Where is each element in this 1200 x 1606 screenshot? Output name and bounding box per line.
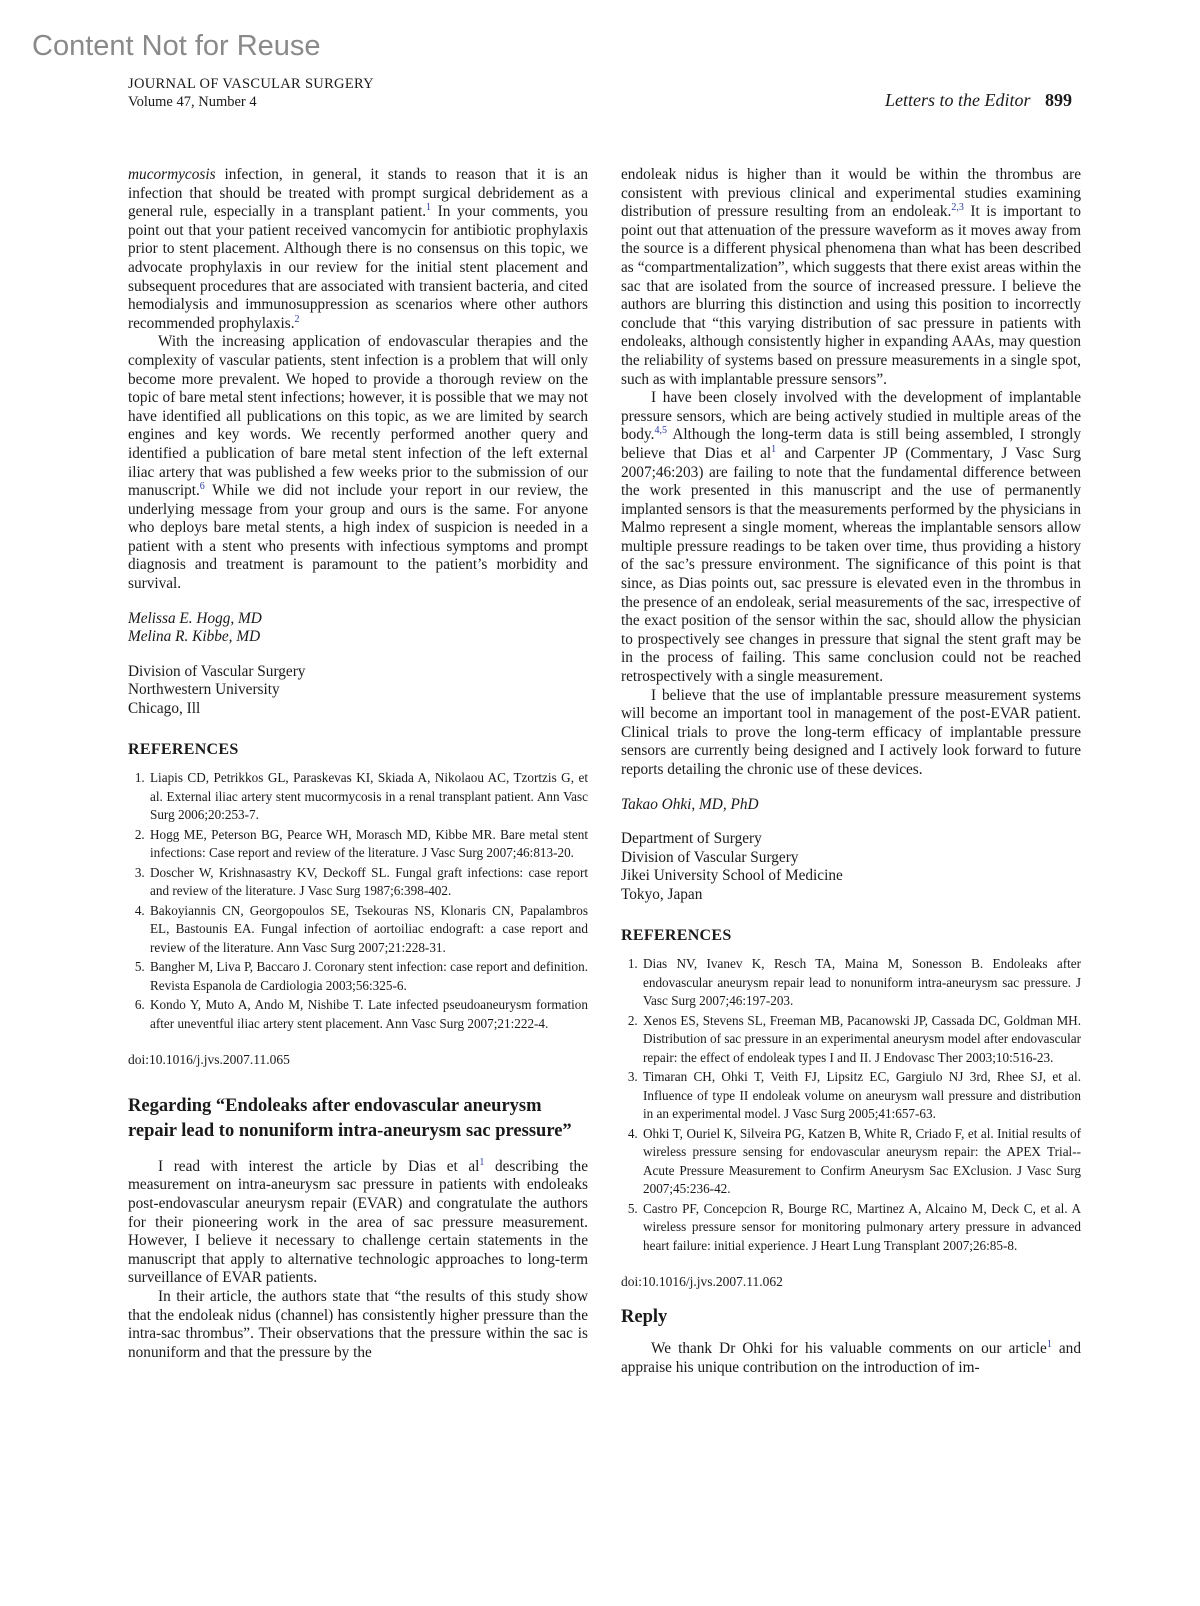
author-name: Takao Ohki, MD, PhD [621, 795, 759, 813]
section-name: Letters to the Editor [885, 90, 1031, 110]
left-column [128, 166, 588, 1362]
author-signature [128, 610, 588, 647]
paragraph [128, 333, 588, 593]
doi-link[interactable]: doi:10.1016/j.jvs.2007.11.062 [621, 1274, 783, 1290]
reference-list [621, 955, 1081, 1255]
text: I have been closely involved with the development of implantable pressure sensors, which are being actively studied in multiple areas of the body. [621, 389, 1081, 444]
affiliation [128, 663, 588, 719]
reference-item: 2. Hogg ME, Peterson BG, Pearce WH, Morasch MD, Kibbe MR. Bare metal stent infections: Case report and review of the literature. J Vasc Surg 2007;46:813-20. [148, 826, 588, 863]
journal-header [128, 75, 374, 111]
reference-list [128, 769, 588, 1033]
citation[interactable]: 1 [771, 443, 777, 455]
text: While we did not include your report in our review, the underlying message from your group and ours is the same. For anyone who deploys bare metal stents, a high index of suspicion is needed in a patient with a stent who presents with infectious symptoms and prompt diagnosis and treatment is paramount to the patient’s morbidity and survival. [128, 482, 588, 593]
affiliation-line: Division of Vascular Surgery [621, 848, 799, 866]
reference-item: 2. Xenos ES, Stevens SL, Freeman MB, Pacanowski JP, Cassada DC, Goldman MH. Distribution of sac pressure in an experimental aneurysm model after endovascular repair: the effect of endoleak types I and II. J Endovasc Ther 2003;10:516-23. [641, 1012, 1081, 1068]
text: infection, in general, it stands to reason that it is an infection that should be treated with prompt surgical debridement as a general rule, especially in a transplant patient. [128, 166, 589, 221]
text: describing the measurement on intra-aneurysm sac pressure in patients with endoleaks post-endovascular aneurysm repair (EVAR) and congratulate the authors for their pioneering work in the area of sac pressure measurement. However, I believe it necessary to challenge certain statements in the manuscript that apply to alternative technologic approaches to long-term surveillance of EVAR patients. [128, 1157, 588, 1287]
paragraph: In their article, the authors state that “the results of this study show that the endoleak nidus (channel) has consistently higher pressure than the intra-sac thrombus”. Their observations that the pressure within the sac is nonuniform and that the pressure by the [128, 1287, 588, 1361]
affiliation-line: Chicago, Ill [128, 700, 201, 718]
citation[interactable]: 1 [479, 1156, 485, 1168]
paragraph: I believe that the use of implantable pressure measurement systems will become an important tool in management of the post-EVAR patient. Clinical trials to prove the long-term efficacy of implantable pressure sensors are currently being designed and I actively look forward to future reports detailing the chronic use of these devices. [621, 686, 1081, 778]
text: I read with interest the article by Dias et al [158, 1157, 480, 1175]
reference-item: 5. Bangher M, Liva P, Baccaro J. Coronary stent infection: case report and definition. Revista Espanola de Cardiologia 2003;56:325-6. [148, 958, 588, 995]
journal-volume: Volume 47, Number 4 [128, 94, 257, 110]
citation[interactable]: 2 [294, 313, 300, 325]
author-name: Melissa E. Hogg, MD [128, 609, 262, 627]
affiliation [621, 830, 1081, 904]
reference-item: 6. Kondo Y, Muto A, Ando M, Nishibe T. Late infected pseudoaneurysm formation after uneventful iliac artery stent placement. Ann Vasc Surg 2007;21:222-4. [148, 996, 588, 1033]
text: Although the long-term data is still being assembled, I strongly believe that Dias et al [621, 426, 1081, 462]
text: endoleak nidus is higher than it would be within the thrombus are consistent with previous clinical and experimental studies examining distribution of pressure resulting from an endoleak. [621, 166, 1081, 221]
watermark: Content Not for Reuse [32, 30, 321, 62]
text: It is important to point out that attenuation of the pressure waveform as it moves away from the source is a different physical phenomena than what has been described as “compartmentalization”, which suggests that there exist areas within the sac that are isolated from the source of increased pressure. I believe the authors are blurring this distinction and using this position to incorrectly conclude that “this varying distribution of sac pressure in patients with endoleaks, although consistently higher in expanding AAAs, may question the reliability of systems based on pressure measurements in a single spot, such as with implantable pressure sensors”. [621, 203, 1081, 388]
text: and Carpenter JP (Commentary, J Vasc Surg 2007;46:203) are failing to note that the fundamental difference between the work presented in this manuscript and the use of permanently implanted sensors is that the measurements performed by the physicians in Malmo represent a single moment, whereas the implantable sensors allow multiple pressure readings to be taken over time, thus providing a history of the sac’s pressure environment. The significance of this point is that since, as Dias points out, sac pressure is elevated even in the thrombus in the presence of an endoleak, serial measurements of the sac, irrespective of the exact position of the sensor within the sac, should allow the physician to prospectively see changes in pressure that signal the stent graft may be in the process of failing. This same conclusion could not be reached retrospectively with a single measurement. [621, 444, 1081, 686]
reference-item: 4. Ohki T, Ouriel K, Silveira PG, Katzen B, White R, Criado F, et al. Initial results of wireless pressure sensing for endovascular aneurysm repair: the APEX Trial--Acute Pressure Measurement to Confirm Aneurysm Sac EXclusion. J Vasc Surg 2007;45:236-42. [641, 1125, 1081, 1199]
reference-item: 3. Timaran CH, Ohki T, Veith FJ, Lipsitz EC, Gargiulo NJ 3rd, Rhee SJ, et al. Influence of type II endoleak volume on aneurysm wall pressure and distribution in an experimental model. J Vasc Surg 2005;41:657-63. [641, 1068, 1081, 1124]
letter-title: Regarding “Endoleaks after endovascular aneurysm repair lead to nonuniform intra-aneurysm sac pressure” [128, 1095, 572, 1141]
text: and appraise his unique contribution on the introduction of im- [621, 1340, 1081, 1376]
running-header [885, 90, 1072, 111]
author-name: Melina R. Kibbe, MD [128, 628, 261, 646]
citation[interactable]: 1 [1046, 1339, 1052, 1351]
paragraph [621, 389, 1081, 687]
references-heading: REFERENCES [128, 740, 239, 758]
paragraph [128, 166, 588, 333]
references-heading: REFERENCES [621, 926, 732, 944]
affiliation-line: Jikei University School of Medicine [621, 867, 843, 885]
citation[interactable]: 4,5 [654, 425, 667, 437]
text: In your comments, you point out that your patient received vancomycin for antibiotic prophylaxis prior to stent placement. Although there is no consensus on this topic, we advocate prophylaxis in our review for the initial stent placement and subsequent procedures that are associated with transient bacteria, and cited hemodialysis and immunosuppression as scenarios where other authors recommended prophylaxis. [128, 203, 588, 332]
reference-item: 3. Doscher W, Krishnasastry KV, Deckoff SL. Fungal graft infections: case report and review of the literature. J Vasc Surg 1987;6:398-402. [148, 864, 588, 901]
reference-item: 1. Liapis CD, Petrikkos GL, Paraskevas KI, Skiada A, Nikolaou AC, Tzortzis G, et al. External iliac artery stent mucormycosis in a renal transplant patient. Ann Vasc Surg 2006;20:253-7. [148, 769, 588, 825]
affiliation-line: Department of Surgery [621, 830, 762, 848]
text: We thank Dr Ohki for his valuable comments on our article [651, 1340, 1047, 1358]
citation[interactable]: 2,3 [951, 202, 964, 214]
journal-name: JOURNAL OF VASCULAR SURGERY [128, 76, 374, 92]
citation[interactable]: 1 [426, 202, 432, 214]
right-column [621, 166, 1081, 1378]
doi-link[interactable]: doi:10.1016/j.jvs.2007.11.065 [128, 1052, 290, 1068]
paragraph [621, 1340, 1081, 1377]
reference-item: 4. Bakoyiannis CN, Georgopoulos SE, Tsekouras NS, Klonaris CN, Papalambros EL, Bastounis EA. Fungal infection of aortoiliac endograft: a case report and review of the literature. Ann Vasc Surg 2007;21:228-31. [148, 902, 588, 958]
affiliation-line: Northwestern University [128, 681, 280, 699]
emphasis: mucormycosis [128, 166, 216, 183]
citation[interactable]: 6 [199, 481, 205, 492]
paragraph [621, 166, 1081, 389]
text: With the increasing application of endovascular therapies and the complexity of vascular patients, stent infection is a problem that will only become more prevalent. We hoped to provide a thorough review on the topic of bare metal stent infections; however, it is possible that we may not have identified all publications on this topic, as we are limited by search engines and key words. We recently performed another query and identified a publication of bare metal stent infection of the left external iliac artery that was published a few weeks prior to the submission of our manuscript. [128, 333, 588, 500]
reference-item: 1. Dias NV, Ivanev K, Resch TA, Maina M, Sonesson B. Endoleaks after endovascular aneurysm repair lead to nonuniform intra-aneurysm sac pressure. J Vasc Surg 2007;46:197-203. [641, 955, 1081, 1011]
reference-item: 5. Castro PF, Concepcion R, Bourge RC, Martinez A, Alcaino M, Deck C, et al. A wireless pressure sensor for monitoring pulmonary artery pressure in advanced heart failure: initial experience. J Heart Lung Transplant 2007;26:85-8. [641, 1200, 1081, 1256]
affiliation-line: Tokyo, Japan [621, 885, 703, 903]
page-number: 899 [1045, 90, 1072, 110]
author-signature [621, 796, 1081, 815]
affiliation-line: Division of Vascular Surgery [128, 662, 306, 680]
paragraph [128, 1158, 588, 1288]
reply-heading: Reply [621, 1306, 668, 1327]
